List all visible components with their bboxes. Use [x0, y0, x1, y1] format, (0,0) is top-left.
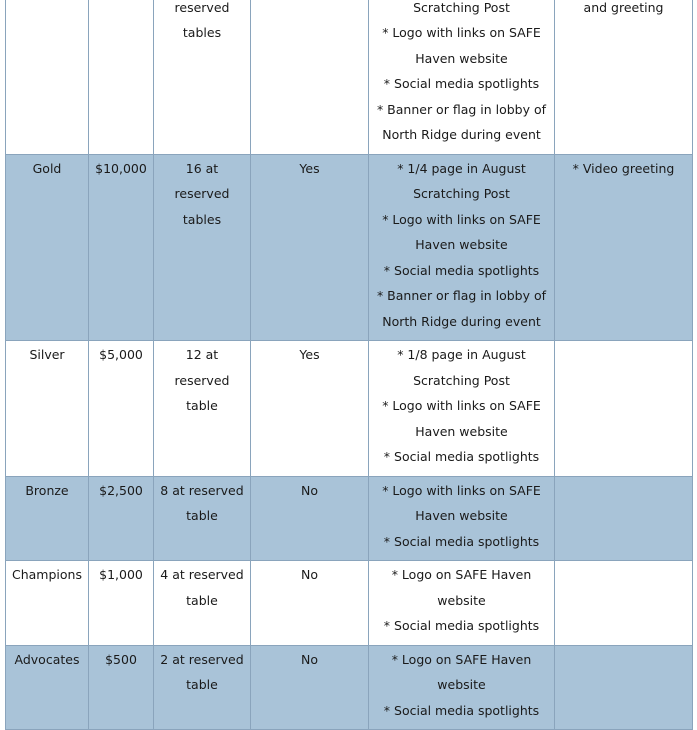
sponsor-seats-cell: 2 at reserved table	[154, 645, 251, 730]
sponsor-extra-cell	[555, 0, 693, 154]
benefit-item: * Social media spotlights	[383, 618, 540, 633]
sponsor-benefits-cell	[369, 561, 555, 646]
sponsor-amount-cell: $2,500	[89, 476, 154, 561]
sponsor-benefits-cell	[369, 341, 555, 477]
sponsor-seats-cell: 8 at reserved table	[154, 476, 251, 561]
sponsorship-table	[5, 0, 693, 730]
benefit-item: * Banner or flag in lobby of North Ridge during event	[376, 288, 547, 329]
table-row	[6, 645, 693, 730]
extra-benefit-item: and greeting	[583, 0, 664, 15]
table-row	[6, 341, 693, 477]
table-row	[6, 0, 693, 154]
sponsor-extra-cell	[555, 154, 693, 341]
benefit-item: * Social media spotlights	[383, 262, 540, 278]
sponsor-level-cell: Bronze	[6, 476, 89, 561]
sponsorship-table-body	[6, 0, 693, 730]
sponsor-amount-cell: $5,000	[89, 341, 154, 477]
sponsor-yes-no-cell: No	[251, 476, 369, 561]
benefit-item: Scratching Post	[413, 0, 510, 15]
sponsor-benefits-cell	[369, 0, 555, 154]
sponsor-level-cell: Advocates	[6, 645, 89, 730]
table-row	[6, 561, 693, 646]
benefit-item: * Logo with links on SAFE Haven website	[382, 482, 541, 523]
sponsor-level-cell	[6, 0, 89, 154]
sponsor-seats-cell: reserved tables	[154, 0, 251, 154]
sponsor-yes-no-cell: Yes	[251, 341, 369, 477]
sponsor-benefits-cell	[369, 476, 555, 561]
sponsor-extra-cell	[555, 476, 693, 561]
sponsor-seats-cell: 12 at reserved table	[154, 341, 251, 477]
sponsor-benefits-cell	[369, 645, 555, 730]
sponsor-yes-no-cell: No	[251, 561, 369, 646]
benefit-item: * Social media spotlights	[383, 449, 540, 464]
sponsor-yes-no-cell	[251, 0, 369, 154]
extra-benefit-item: * Video greeting	[572, 160, 675, 176]
sponsor-extra-cell	[555, 645, 693, 730]
sponsor-level-cell: Champions	[6, 561, 89, 646]
sponsor-amount-cell: $10,000	[89, 154, 154, 341]
sponsor-level-cell: Gold	[6, 154, 89, 341]
sponsor-level-cell: Silver	[6, 341, 89, 477]
sponsor-seats-cell: 4 at reserved table	[154, 561, 251, 646]
table-row	[6, 476, 693, 561]
benefit-item: * Banner or flag in lobby of North Ridge during event	[376, 101, 547, 142]
sponsor-benefits-cell	[369, 154, 555, 341]
sponsor-amount-cell: $500	[89, 645, 154, 730]
benefit-item: * Logo with links on SAFE Haven website	[382, 25, 541, 66]
benefit-item: * 1/4 page in August Scratching Post	[397, 160, 526, 201]
benefit-item: * Logo on SAFE Haven website	[391, 567, 532, 608]
benefit-item: * Logo with links on SAFE Haven website	[382, 211, 541, 252]
benefit-item: * Social media spotlights	[383, 702, 540, 718]
table-row	[6, 154, 693, 341]
sponsor-amount-cell	[89, 0, 154, 154]
sponsor-extra-cell	[555, 341, 693, 477]
benefit-item: * Logo with links on SAFE Haven website	[382, 398, 541, 439]
benefit-item: * Logo on SAFE Haven website	[391, 651, 532, 692]
sponsor-yes-no-cell: Yes	[251, 154, 369, 341]
sponsor-yes-no-cell: No	[251, 645, 369, 730]
sponsor-extra-cell	[555, 561, 693, 646]
benefit-item: * 1/8 page in August Scratching Post	[397, 347, 526, 388]
sponsor-amount-cell: $1,000	[89, 561, 154, 646]
sponsor-seats-cell: 16 at reserved tables	[154, 154, 251, 341]
benefit-item: * Social media spotlights	[383, 533, 540, 549]
benefit-item: * Social media spotlights	[383, 76, 540, 91]
